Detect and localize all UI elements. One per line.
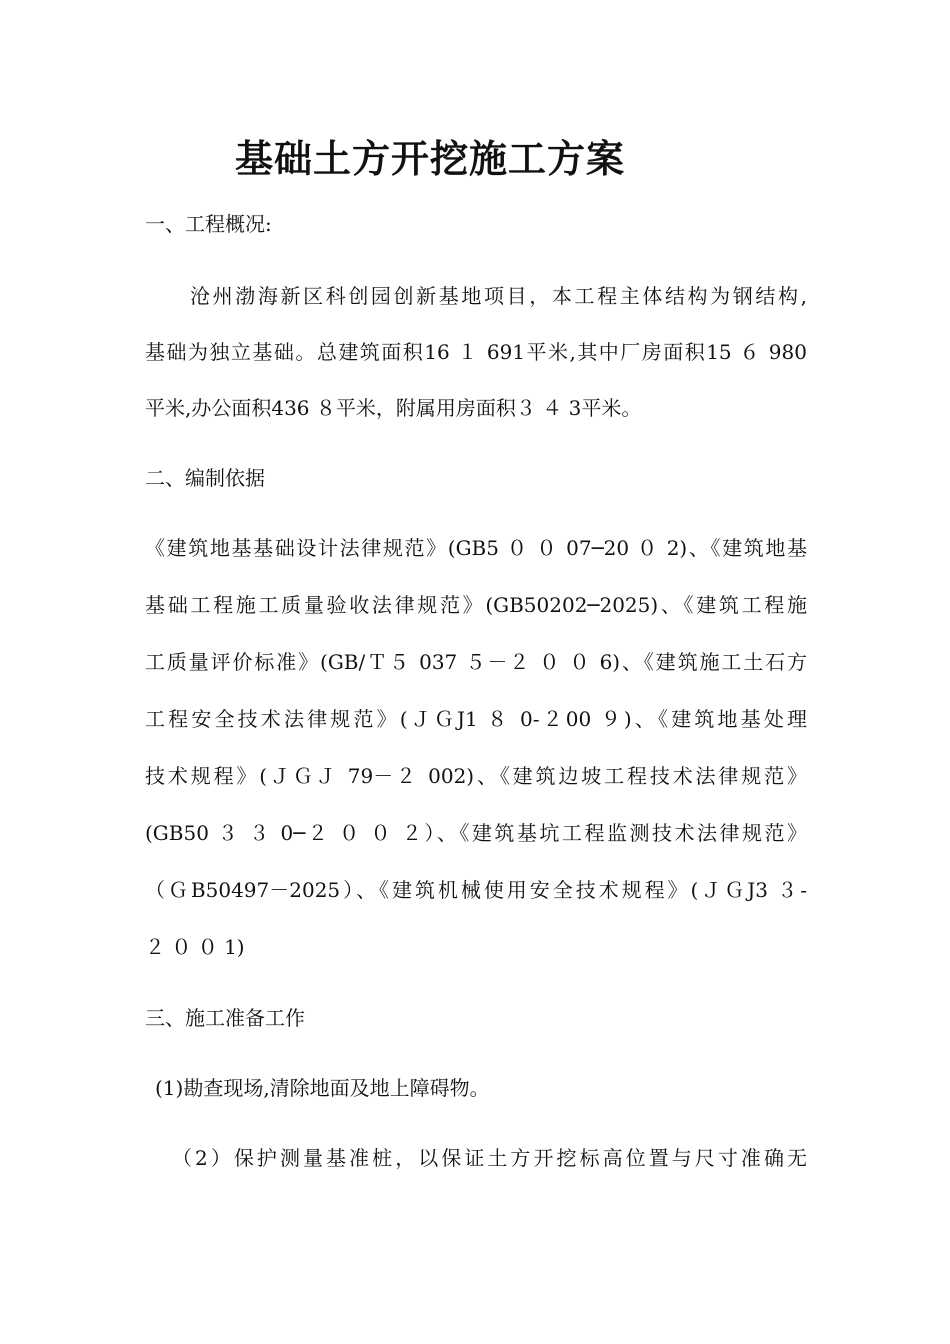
section-heading-preparation: 三、施工准备工作 [145, 1006, 305, 1030]
basis-line-3: 工质量评价标准》(GB/Ｔ５ 037 ５－２ ０ ０ 6)、《建筑施工土石方 [145, 650, 807, 674]
overview-line-1: 沧州渤海新区科创园创新基地项目，本工程主体结构为钢结构, [190, 284, 807, 308]
basis-line-6: (GB50 ３ ３ 0─２ ０ ０ ２）、《建筑基坑工程监测技术法律规范》 [145, 821, 807, 845]
preparation-item-1: (1)勘查现场,清除地面及地上障碍物。 [155, 1076, 490, 1100]
document-title: 基础土方开挖施工方案 [234, 137, 625, 181]
overview-line-3: 平米,办公面积436 ８平米，附属用房面积３ ４ 3平米。 [145, 396, 642, 420]
basis-line-4: 工程安全技术法律规范》(ＪＧJ1 ８ 0-２00 ９)、《建筑地基处理 [145, 707, 807, 731]
basis-line-5: 技术规程》(ＪＧＪ 79－２ 002)、《建筑边坡工程技术法律规范》 [145, 764, 807, 788]
basis-line-1: 《建筑地基基础设计法律规范》(GB5 ０ ０ 07─20 ０ 2)、《建筑地基 [145, 536, 807, 560]
section-heading-basis: 二、编制依据 [145, 466, 265, 490]
basis-line-7: （ＧB50497－2025）、《建筑机械使用安全技术规程》(ＪＧJ3 ３- [145, 878, 807, 902]
basis-line-2: 基础工程施工质量验收法律规范》(GB50202─2025)、《建筑工程施 [145, 593, 807, 617]
basis-line-8: ２ ０ ０ 1) [145, 935, 245, 959]
section-heading-overview: 一、工程概况: [145, 212, 272, 236]
overview-line-2: 基础为独立基础。总建筑面积16 １ 691平米,其中厂房面积15 ６ 980 [145, 340, 807, 364]
preparation-item-2: （2）保护测量基准桩，以保证土方开挖标高位置与尺寸准确无 [172, 1146, 807, 1170]
